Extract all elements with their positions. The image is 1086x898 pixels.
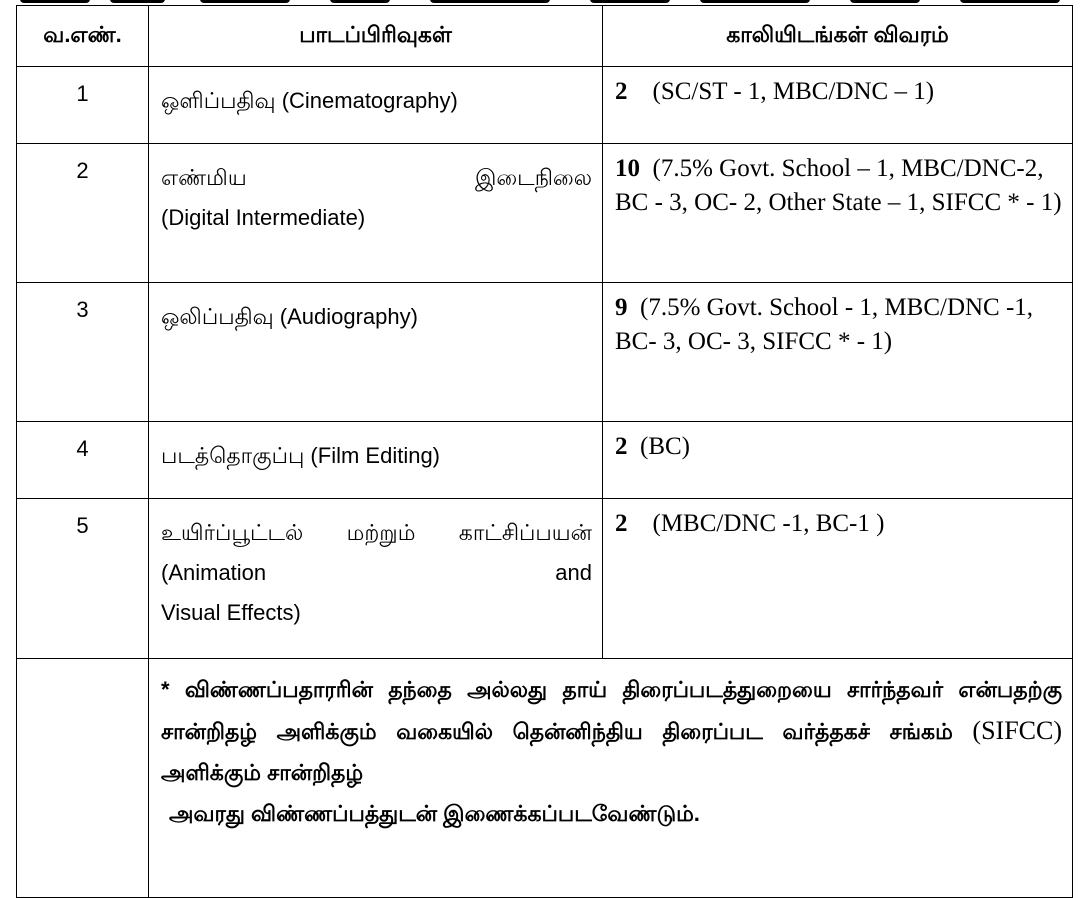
course-name: படத்தொகுப்பு (Film Editing) bbox=[161, 443, 441, 468]
course-name-english: (Digital Intermediate) bbox=[161, 205, 366, 230]
note-last-line: அவரது விண்ணப்பத்துடன் இணைக்கப்படவேண்டும். bbox=[169, 801, 700, 826]
vacancy-cell bbox=[603, 422, 1073, 499]
course-cell bbox=[149, 67, 603, 144]
note-paragraph bbox=[161, 669, 1062, 793]
serial-cell: 3 bbox=[17, 283, 149, 422]
table-row bbox=[17, 67, 1073, 144]
vacancy-count: 10 bbox=[615, 155, 640, 182]
vacancy-count: 9 bbox=[615, 294, 628, 321]
table-row bbox=[17, 283, 1073, 422]
vacancy-cell bbox=[603, 144, 1073, 283]
note-text-start: * விண்ணப்பதாரரின் தந்தை அல்லது தாய் திரைப்படத்துறையை சார்ந்தவர் என்பதற்கு சான்றிதழ் அளிக்கும் வகையில் தென்னிந்திய திரைப்பட வர்த்தகச் சங்கம் bbox=[161, 677, 1062, 744]
serial-cell: 4 bbox=[17, 422, 149, 499]
vacancy-detail: (SC/ST - 1, MBC/DNC – 1) bbox=[652, 78, 935, 105]
table-row bbox=[17, 422, 1073, 499]
serial-cell: 5 bbox=[17, 499, 149, 659]
table-row bbox=[17, 499, 1073, 659]
vacancy-count: 2 bbox=[615, 78, 628, 105]
course-cell bbox=[149, 144, 603, 283]
vacancy-detail: (7.5% Govt. School – 1, MBC/DNC-2, BC - 3, OC- 2, Other State – 1, SIFCC * - 1) bbox=[615, 155, 1062, 216]
vacancy-table bbox=[16, 5, 1073, 898]
course-cell bbox=[149, 283, 603, 422]
vacancy-detail: (BC) bbox=[640, 433, 690, 460]
note-text-end: அளிக்கும் சான்றிதழ் bbox=[161, 760, 364, 785]
vacancy-cell bbox=[603, 283, 1073, 422]
header-course: பாடப்பிரிவுகள் bbox=[149, 6, 603, 67]
vacancy-count: 2 bbox=[615, 510, 628, 537]
table-header-row bbox=[17, 6, 1073, 67]
course-cell bbox=[149, 499, 603, 659]
vacancy-detail: (MBC/DNC -1, BC-1 ) bbox=[652, 510, 885, 537]
note-row bbox=[17, 659, 1073, 898]
serial-cell: 2 bbox=[17, 144, 149, 283]
course-name-tamil: எண்மிய இடைநிலை bbox=[161, 165, 592, 190]
header-serial: வ.எண். bbox=[17, 6, 149, 67]
serial-cell: 1 bbox=[17, 67, 149, 144]
course-cell bbox=[149, 422, 603, 499]
note-empty-cell bbox=[17, 659, 149, 898]
vacancy-cell bbox=[603, 499, 1073, 659]
vacancy-count: 2 bbox=[615, 433, 628, 460]
header-vacancy: காலியிடங்கள் விவரம் bbox=[603, 6, 1073, 67]
vacancy-detail: (7.5% Govt. School - 1, MBC/DNC -1, BC- 3, OC- 3, SIFCC * - 1) bbox=[615, 294, 1034, 355]
course-name-english: Visual Effects) bbox=[161, 600, 301, 625]
note-sifcc: (SIFCC) bbox=[972, 716, 1062, 745]
vacancy-cell bbox=[603, 67, 1073, 144]
table-row bbox=[17, 144, 1073, 283]
course-name-tamil: உயிர்ப்பூட்டல் மற்றும் காட்சிப்பயன் (Animation and bbox=[161, 520, 592, 585]
course-name: ஒளிப்பதிவு (Cinematography) bbox=[161, 88, 458, 113]
course-name: ஒலிப்பதிவு (Audiography) bbox=[161, 304, 418, 329]
note-cell bbox=[149, 659, 1073, 898]
